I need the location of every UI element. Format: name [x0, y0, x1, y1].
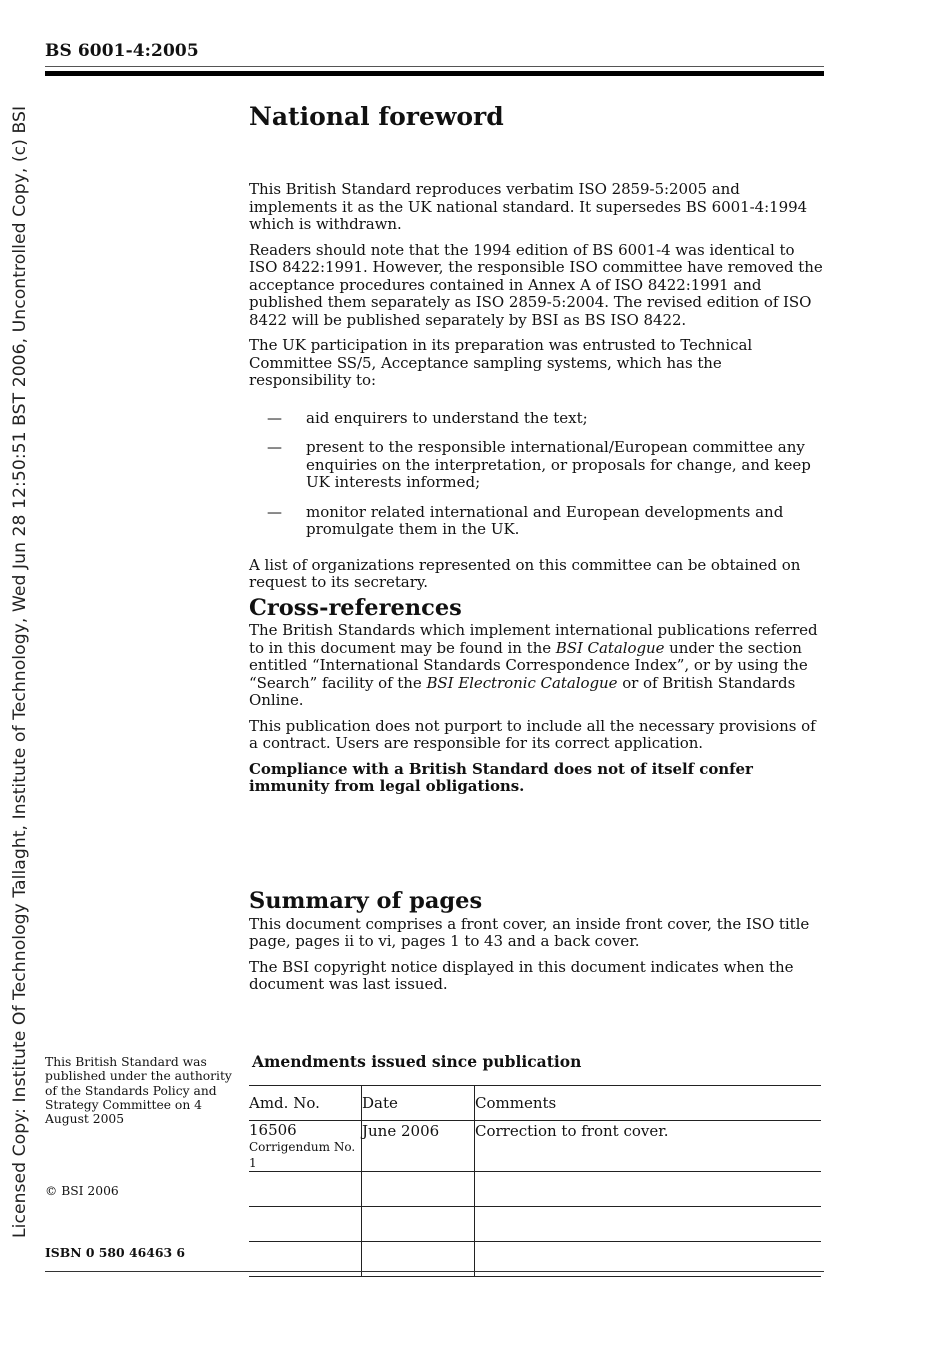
national-foreword-section [249, 100, 824, 804]
cross-ref-text-1: The British Standards which implement international publications referred to in this document may be found in the [249, 621, 818, 657]
bsi-electronic-catalogue-title: BSI Electronic Catalogue [426, 673, 618, 692]
intro-paragraph: This British Standard reproduces verbatim ISO 2859-5:2005 and implements it as the UK national standard. It supersedes BS 6001-4:1994 which is withdrawn. [249, 180, 808, 233]
page-title: National foreword [249, 102, 504, 131]
table-row [249, 1121, 821, 1172]
bsi-catalogue-title: BSI Catalogue [555, 638, 665, 657]
dash-marker: — [267, 502, 282, 521]
responsibility-list [249, 410, 824, 539]
comments-cell [475, 1172, 822, 1207]
compliance-statement: Compliance with a British Standard does not of itself confer immunity from legal obligations. [249, 759, 753, 795]
summary-heading: Summary of pages [249, 888, 483, 914]
list-item-text: aid enquirers to understand the text; [306, 408, 588, 427]
standard-number: BS 6001-4:2005 [45, 41, 199, 61]
amd-number: 16506 [249, 1121, 297, 1139]
comments-cell [475, 1207, 822, 1242]
column-header-date: Date [362, 1086, 475, 1121]
corrigendum-label: Corrigendum No. 1 [249, 1140, 356, 1170]
amd-no-cell [249, 1207, 362, 1242]
summary-paragraph: This document comprises a front cover, an inside front cover, the ISO title page, pages ii to vi, pages 1 to 43 and a back cover. [249, 914, 810, 950]
dash-marker: — [267, 438, 282, 456]
amendments-title: Amendments issued since publication [252, 1052, 582, 1071]
list-item [249, 439, 824, 492]
isbn-text: ISBN 0 580 46463 6 [45, 1245, 186, 1260]
amendments-table [249, 1085, 821, 1277]
organizations-paragraph: A list of organizations represented on this committee can be obtained on request to its secretary. [249, 555, 801, 591]
column-header-comments: Comments [475, 1086, 822, 1121]
cross-ref-text-2: under the section entitled “International Standards Correspondence Index”, or by using the “Search” facility of the [249, 638, 808, 692]
cross-references-paragraph [249, 622, 824, 710]
header-thin-rule [45, 66, 824, 67]
date-cell [362, 1207, 475, 1242]
provisions-paragraph: This publication does not purport to include all the necessary provisions of a contract. Users are responsible for its correct application. [249, 716, 816, 752]
list-item [249, 504, 824, 539]
committee-paragraph: The UK participation in its preparation was entrusted to Technical Committee SS/5, Acceptance sampling systems, which has the responsibility to: [249, 336, 753, 389]
cross-ref-text-3: or of British Standards Online. [249, 673, 796, 709]
publication-authority: This British Standard was published under the authority of the Standards Policy and Strategy Committee on 4 August 2005 [45, 1055, 232, 1127]
date-cell [362, 1172, 475, 1207]
footer-rule [45, 1271, 824, 1272]
list-item [249, 410, 824, 428]
comments-cell: Correction to front cover. [475, 1121, 822, 1172]
dash-marker: — [267, 408, 282, 427]
table-header-row [249, 1086, 821, 1121]
column-header-amd-no: Amd. No. [249, 1086, 362, 1121]
copyright-text: © BSI 2006 [45, 1184, 119, 1198]
summary-section [249, 888, 824, 1002]
edition-note-paragraph: Readers should note that the 1994 edition of BS 6001-4 was identical to ISO 8422:1991. However, the responsible ISO committee have removed the acceptance procedures contained in Annex A of ISO 8422:1991 and published them separately as ISO 2859-5:2004. The revised edition of ISO 8422 will be published separately by BSI as BS ISO 8422. [249, 240, 823, 329]
license-watermark: Licensed Copy: Institute Of Technology Tallaght, Institute of Technology, Wed Jun 28 12:50:51 BST 2006, Uncontrolled Copy, (c) BSI [10, 105, 30, 1238]
amd-no-cell [249, 1121, 362, 1172]
cross-references-heading: Cross-references [249, 594, 462, 621]
amd-no-cell [249, 1172, 362, 1207]
date-cell: June 2006 [362, 1121, 475, 1172]
list-item-text: present to the responsible international/European committee any enquiries on the interpretation, or proposals for change, and keep UK interests informed; [306, 438, 811, 491]
list-item-text: monitor related international and European developments and promulgate them in the UK. [306, 502, 784, 538]
table-row [249, 1172, 821, 1207]
table-row [249, 1207, 821, 1242]
header-thick-rule [45, 71, 824, 76]
copyright-notice-paragraph: The BSI copyright notice displayed in this document indicates when the document was last issued. [249, 957, 794, 993]
